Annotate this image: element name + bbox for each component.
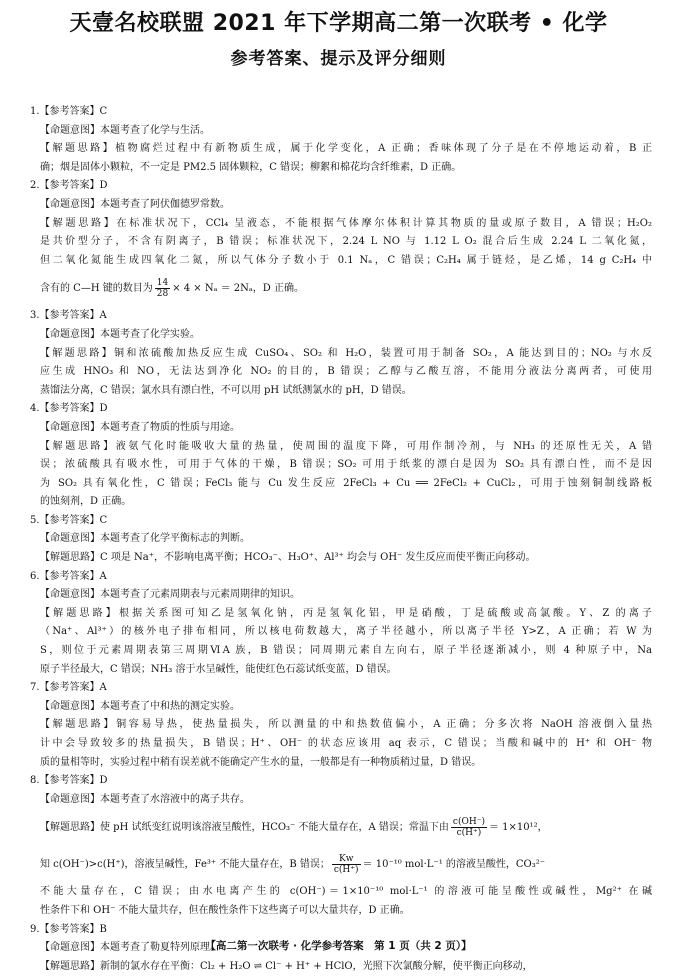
fraction-numerator: c(OH⁻) bbox=[452, 817, 485, 828]
fraction bbox=[155, 278, 170, 299]
question-block bbox=[30, 772, 652, 920]
intent-line: 【命题意图】本题考查了勒夏特列原理。 bbox=[40, 942, 220, 954]
answer-line: 3.【参考答案】A bbox=[30, 310, 107, 322]
answer-line: 7.【参考答案】A bbox=[30, 682, 107, 694]
intent-line: 【命题意图】本题考查了水溶液中的离子共存。 bbox=[40, 793, 250, 805]
solution-line: 【解题思路】C 项是 Na⁺，不影响电离平衡；HCO₃⁻、H₃O⁺、Al³⁺ 均会与 OH⁻ 发生反应而使平衡正向移动。 bbox=[40, 552, 536, 564]
question-block bbox=[30, 568, 652, 680]
solution-line: 【解题思路】新制的氯水存在平衡：Cl₂ + H₂O ⇌ Cl⁻ + H⁺ + HClO，光照下次氯酸分解，使平衡正向移动， bbox=[40, 960, 533, 972]
answer-line: 8.【参考答案】D bbox=[30, 775, 108, 787]
formula-line bbox=[30, 270, 652, 307]
intent-line: 【命题意图】本题考查了阿伏伽德罗常数。 bbox=[40, 198, 230, 210]
fraction-denominator: c(H⁺) bbox=[456, 828, 482, 839]
formula-line bbox=[30, 846, 652, 883]
formula-suffix: ＝ 10⁻¹⁰ mol·L⁻¹ 的溶液呈酸性，CO₃²⁻ bbox=[362, 859, 546, 871]
question-block bbox=[30, 177, 652, 307]
solution-line: 应生成 HNO₃ 和 NO，无法达到净化 NO₂ 的目的，B 错误；乙醇与乙酸互溶，不能用分液法分离两者，可使用 bbox=[40, 366, 652, 378]
page-title: 天壹名校联盟 2021 年下学期高二第一次联考 • 化学 bbox=[69, 11, 608, 36]
answer-line: 2.【参考答案】D bbox=[30, 180, 108, 192]
answer-line: 1.【参考答案】C bbox=[30, 106, 108, 117]
answer-line: 5.【参考答案】C bbox=[30, 514, 108, 526]
fraction bbox=[451, 817, 487, 838]
answer-line: 6.【参考答案】A bbox=[30, 570, 107, 582]
fraction bbox=[332, 854, 361, 875]
solution-line: 确；烟是固体小颗粒，不一定是 PM2.5 固体颗粒，C 错误；柳絮和棉花均含纤维素，D 正确。 bbox=[40, 161, 462, 173]
solution-line: 不能大量存在，C 错误；由水电离产生的 c(OH⁻)＝1×10⁻¹⁰ mol·L⁻¹ 的溶液可能呈酸性或碱性，Mg²⁺ 在碱 bbox=[40, 886, 652, 898]
intent-line: 【命题意图】本题考查了物质的性质与用途。 bbox=[40, 421, 240, 433]
solution-line: 误；浓硫酸具有吸水性，可用于气体的干燥，B 错误；SO₂ 可用于纸浆的漂白是因为 SO₂ 具有漂白性，而不是因 bbox=[40, 459, 652, 471]
solution-line: 蒸馏法分离，C 错误；氯水具有漂白性，不可以用 pH 试纸测氯水的 pH，D 错误。 bbox=[40, 384, 412, 396]
question-block bbox=[30, 103, 652, 177]
fraction-denominator: c(H⁺) bbox=[333, 865, 359, 876]
formula-prefix: 知 c(OH⁻)>c(H⁺)，溶液呈碱性，Fe³⁺ 不能大量存在，B 错误； bbox=[40, 859, 330, 871]
fraction-numerator: Kw bbox=[332, 854, 361, 865]
solution-line: 是共价型分子，不含有阴离子，B 错误；标准状况下，2.24 L NO 与 1.12 L O₂ 混合后生成 2.24 L 二氧化氮， bbox=[40, 236, 652, 248]
solution-line: 【解题思路】铜容易导热，使热量损失，所以测量的中和热数值偏小，A 正确；分多次将 NaOH 溶液倒入量热 bbox=[40, 719, 652, 731]
question-block bbox=[30, 307, 652, 400]
solution-line: （Na⁺、Al³⁺）的核外电子排布相同，所以核电荷数越大，离子半径越小，所以离子半径 Y>Z，A 正确；若 W 为 bbox=[40, 626, 652, 638]
formula-prefix: 含有的 C—H 键的数目为 bbox=[40, 283, 153, 295]
solution-line: 【解题思路】液氨气化时能吸收大量的热量，使周围的温度下降，可用作制冷剂，与 NH₃ 的还原性无关，A 错 bbox=[40, 440, 652, 452]
solution-line: 为 SO₂ 具有氧化性，C 错误；FeCl₃ 能与 Cu 发生反应 2FeCl₃ + Cu ══ 2FeCl₂ + CuCl₂，可用于蚀刻铜制线路板 bbox=[40, 477, 652, 489]
formula-line bbox=[30, 809, 652, 846]
formula-suffix: ＝ 1×10¹²， bbox=[488, 822, 548, 834]
solution-line: 原子半径最大，C 错误；NH₃ 溶于水呈碱性，能使红色石蕊试纸变蓝，D 错误。 bbox=[40, 663, 397, 675]
question-block bbox=[30, 512, 652, 568]
solution-line: 计中会导致较多的热量损失，B 错误；H⁺、OH⁻ 的状态应该用 aq 表示，C 错误；当酸和碱中的 H⁺ 和 OH⁻ 物 bbox=[40, 738, 652, 749]
intent-line: 【命题意图】本题考查了化学平衡标志的判断。 bbox=[40, 533, 250, 545]
intent-line: 【命题意图】本题考查了中和热的测定实验。 bbox=[40, 700, 240, 712]
intent-line: 【命题意图】本题考查了元素周期表与元素周期律的知识。 bbox=[40, 589, 300, 601]
page-subtitle: 参考答案、提示及评分细则 bbox=[230, 49, 447, 69]
solution-line: 但二氧化氮能生成四氧化二氮，所以气体分子数小于 0.1 Nₐ，C 错误；C₂H₄ 属于链烃，是乙烯，14 g C₂H₄ 中 bbox=[40, 254, 652, 266]
answer-line: 4.【参考答案】D bbox=[30, 403, 108, 415]
question-block bbox=[30, 679, 652, 772]
solution-line: 【解题思路】根据关系图可知乙是氢氧化钠，丙是氢氧化铝，甲是硝酸，丁是硫酸或高氯酸。Y、Z 的离子 bbox=[40, 607, 652, 619]
question-block bbox=[30, 400, 652, 512]
solution-line: 【解题思路】铜和浓硫酸加热反应生成 CuSO₄、SO₂ 和 H₂O，装置可用于制备 SO₂，A 能达到目的；NO₂ 与水反 bbox=[40, 347, 652, 359]
solution-line: 的蚀刻剂，D 正确。 bbox=[40, 496, 132, 508]
solution-line: 【解题思路】在标准状况下，CCl₄ 呈液态，不能根据气体摩尔体积计算其物质的量或原子数目，A 错误；H₂O₂ bbox=[40, 217, 652, 229]
answer-line: 9.【参考答案】B bbox=[30, 923, 107, 935]
intent-line: 【命题意图】本题考查了化学与生活。 bbox=[40, 124, 210, 136]
solution-line: 【解题思路】植物腐烂过程中有新物质生成，属于化学变化，A 正确；香味体现了分子是在不停地运动着，B 正 bbox=[40, 143, 652, 155]
solution-line: 性条件下和 OH⁻ 不能大量共存，但在酸性条件下这些离子可以大量共存，D 正确。 bbox=[40, 904, 410, 916]
solution-line: S，则位于元素周期表第三周期ⅥA 族，B 错误；同周期元素自左向右，原子半径逐渐减小，则 4 种原子中，Na bbox=[40, 645, 652, 657]
formula-prefix: 【解题思路】使 pH 试纸变红说明该溶液呈酸性，HCO₃⁻ 不能大量存在，A 错误；常温下由 bbox=[40, 822, 449, 834]
intent-line: 【命题意图】本题考查了化学实验。 bbox=[40, 328, 200, 340]
formula-suffix: × 4 × Nₐ ＝ 2Nₐ，D 正确。 bbox=[172, 283, 304, 295]
fraction-denominator: 28 bbox=[156, 289, 169, 300]
page-footer: 【高二第一次联考 · 化学参考答案 第 1 页（共 2 页）】 bbox=[205, 940, 472, 952]
answer-list bbox=[30, 103, 652, 976]
fraction-numerator: 14 bbox=[156, 278, 169, 289]
solution-line: 质的量相等时，实验过程中稍有误差就不能确定产生水的量，一般都是有一种物质稍过量，D 错误。 bbox=[40, 756, 482, 768]
